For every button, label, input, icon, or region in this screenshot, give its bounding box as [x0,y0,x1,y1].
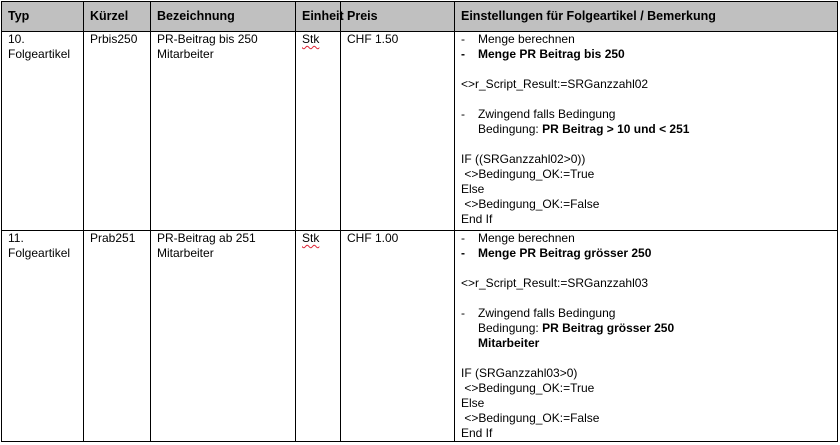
bezeichnung-line: PR-Beitrag bis 250 [157,32,258,46]
table-row [2,32,838,231]
code-then-text: <>Bedingung_OK:=True [461,381,595,395]
cell-bemerkung [455,32,838,231]
code-else: Else [461,182,485,196]
cell-typ [2,231,84,442]
header-row [2,2,838,32]
bezeichnung-line: PR-Beitrag ab 251 [157,231,256,245]
list-item: - Menge PR Beitrag bis 250 [461,47,831,62]
cell-kuerzel: Prbis250 [84,32,151,231]
cell-preis: CHF 1.00 [341,231,455,442]
code-else-value [461,411,831,426]
condition-label: Bedingung: [478,122,543,136]
code-if: IF (SRGanzzahl03>0) [461,366,578,380]
einheit-value: Stk [302,231,320,245]
cell-bemerkung [455,231,838,442]
condition-line [461,321,831,336]
cell-preis: CHF 1.50 [341,32,455,231]
list-item: - Zwingend falls Bedingung [461,107,831,122]
script-line: <>r_Script_Result:=SRGanzzahl02 [461,77,649,91]
cell-bezeichnung [151,231,296,442]
typ-label: Folgeartikel [8,47,71,61]
code-else-text: <>Bedingung_OK:=False [461,411,600,425]
cell-einheit [296,32,341,231]
code-then [461,381,831,396]
header-einheit: Einheit [296,2,341,32]
cell-bezeichnung [151,32,296,231]
condition-line [461,122,831,137]
list-item: - Menge PR Beitrag grösser 250 [461,246,831,261]
list-item: - Zwingend falls Bedingung [461,306,831,321]
condition-value: PR Beitrag > 10 und < 251 [542,122,690,136]
header-preis: Preis [341,2,455,32]
code-else-value [461,197,831,212]
bezeichnung-line: Mitarbeiter [157,246,214,260]
condition-label: Bedingung: [478,321,543,335]
cell-einheit [296,231,341,442]
typ-number: 10. [8,32,25,46]
table-row [2,231,838,442]
list-item: - Menge berechnen [461,231,831,246]
article-table [1,1,838,442]
code-else-text: <>Bedingung_OK:=False [461,197,600,211]
code-if: IF ((SRGanzzahl02>0)) [461,152,586,166]
einheit-value: Stk [302,32,320,46]
code-end: End If [461,212,493,226]
header-kuerzel: Kürzel [84,2,151,32]
header-bemerkung: Einstellungen für Folgeartikel / Bemerkung [455,2,838,32]
typ-label: Folgeartikel [8,246,71,260]
header-typ: Typ [2,2,84,32]
cell-typ [2,32,84,231]
code-then [461,167,831,182]
code-then-text: <>Bedingung_OK:=True [461,167,595,181]
cell-kuerzel: Prab251 [84,231,151,442]
condition-value: PR Beitrag grösser 250 [542,321,675,335]
script-line: <>r_Script_Result:=SRGanzzahl03 [461,276,649,290]
code-end: End If [461,426,493,440]
header-bezeichnung: Bezeichnung [151,2,296,32]
typ-number: 11. [8,231,24,245]
condition-value-continued: Mitarbeiter [478,336,540,350]
bezeichnung-line: Mitarbeiter [157,47,214,61]
code-else: Else [461,396,485,410]
list-item: - Menge berechnen [461,32,831,47]
